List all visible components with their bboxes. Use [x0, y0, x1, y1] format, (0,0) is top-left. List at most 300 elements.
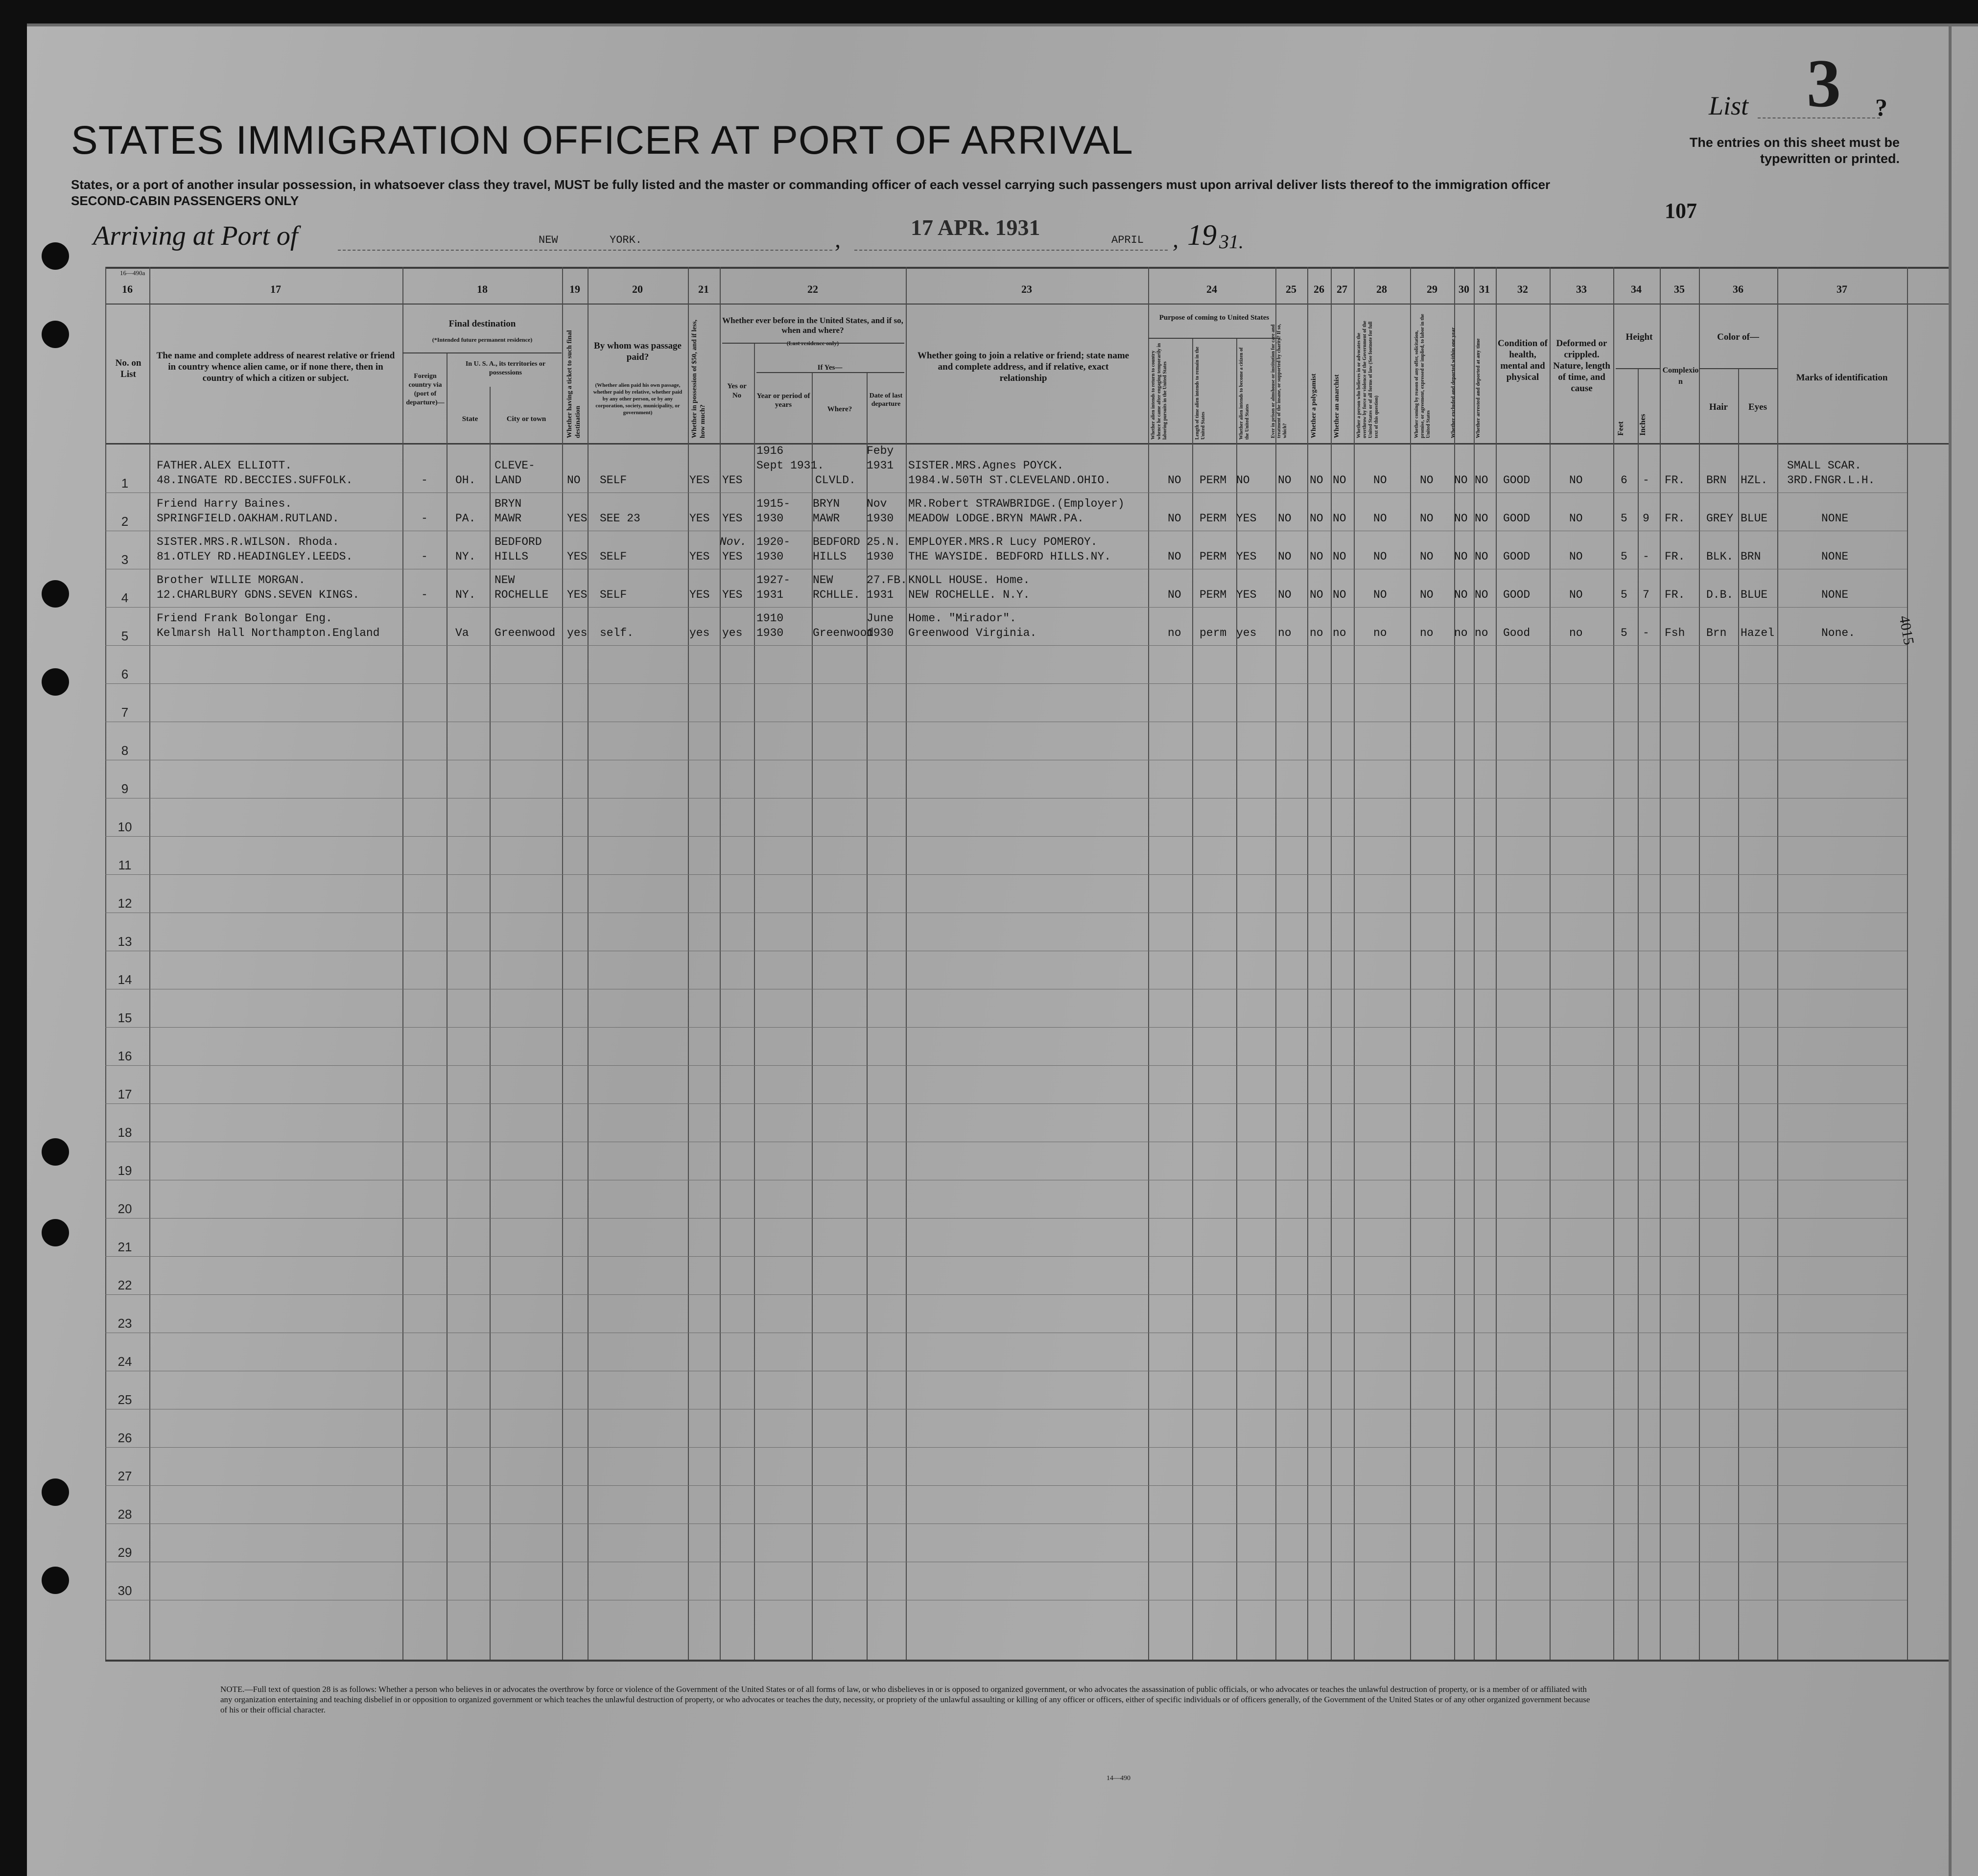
height-feet: 6 [1621, 474, 1627, 487]
anarchist-value: NO [1333, 550, 1346, 563]
header-height: Height [1625, 332, 1653, 342]
hair-value: Brn [1706, 627, 1727, 639]
height-feet: 5 [1621, 550, 1627, 563]
where-value: HILLS [813, 550, 847, 563]
where-value: NEW [813, 574, 833, 586]
join-name: EMPLOYER.MRS.R Lucy POMEROY. [908, 536, 1098, 548]
header-anarchist: Whether an anarchist [1333, 374, 1341, 438]
class-line: SECOND-CABIN PASSENGERS ONLY [71, 193, 299, 208]
complexion-value: FR. [1665, 550, 1685, 563]
where-value: RCHLLE. [813, 588, 860, 601]
header-ticket: Whether having a ticket to such final destination [566, 330, 582, 438]
height-inches: - [1643, 474, 1649, 487]
column-number: 27 [1337, 283, 1347, 295]
last-departure: 1931 [867, 459, 894, 472]
row-number: 29 [118, 1545, 132, 1560]
row-number: 1 [121, 476, 129, 491]
eyes-value: BLUE [1741, 588, 1768, 601]
row-number: 22 [118, 1278, 132, 1292]
year-prefix: 19 [1187, 219, 1217, 251]
port-name-1: NEW [539, 234, 558, 246]
excluded-value: NO [1454, 550, 1468, 563]
hair-value: BLK. [1706, 550, 1734, 563]
column-number: 22 [807, 283, 818, 295]
column-rule [402, 267, 403, 1660]
column-rule [1192, 338, 1193, 1660]
row-number: 26 [118, 1430, 132, 1445]
excluded-value: NO [1454, 474, 1468, 487]
form-number-bottom: 14—490 [1107, 1775, 1130, 1782]
dest-city: NEW [494, 574, 515, 586]
eyes-value: BLUE [1741, 512, 1768, 525]
citizen-intent: YES [1236, 550, 1257, 563]
ticket-value: YES [567, 512, 588, 525]
column-rule [867, 372, 868, 1660]
column-number: 32 [1517, 283, 1528, 295]
header-polygamist: Whether a polygamist [1310, 374, 1318, 438]
row-number: 9 [121, 781, 129, 796]
ticket-value: yes [567, 627, 588, 639]
polygamist-value: NO [1310, 588, 1323, 601]
header-feet: Feet [1617, 421, 1625, 436]
last-departure: 27.FB. [867, 574, 907, 586]
polygamist-value: no [1310, 627, 1323, 639]
dest-city: LAND [494, 474, 522, 487]
years-period: 1931 [756, 588, 784, 601]
form-title: STATES IMMIGRATION OFFICER AT PORT OF ARRIVAL [71, 118, 1133, 163]
row-rule [105, 1103, 1907, 1104]
header-complexion: Complexion [1662, 366, 1699, 386]
overthrow-value: NO [1373, 588, 1387, 601]
column-number: 28 [1376, 283, 1387, 295]
row-rule [105, 1218, 1907, 1219]
health-value: GOOD [1503, 474, 1531, 487]
row-number: 21 [118, 1240, 132, 1254]
return-intent: NO [1168, 474, 1181, 487]
punch-hole [42, 1219, 69, 1246]
ticket-value: YES [567, 588, 588, 601]
list-label: List [1709, 91, 1749, 120]
join-address: Greenwood Virginia. [908, 627, 1037, 639]
dest-city: Greenwood [494, 627, 556, 639]
where-value: CLVLD. [815, 474, 856, 487]
footnote: NOTE.—Full text of question 28 is as follows: Whether a person who believes in or advocates the overthrow by force or violence of the Government of the United States or of all forms of law, or who disbelieves in or is opposed to organized government, or who advocates the assassination of public officials, or who advocates or teaches the unlawful destruction of property, or is a member of or affiliated with any organization entertaining and teaching disbelief in or opposition to organized government or which teaches the unlawful destruction of property, or who advocates or teaches the duty, necessity, or propriety of the unlawful assaulting or killing of any officer or officers, either of specific individuals or of officers generally, of the Government of the United States or of any other organized government because of his or their official character. [220, 1685, 1590, 1714]
column-rule [1613, 267, 1614, 1660]
column-number: 30 [1459, 283, 1469, 295]
typewritten-instruction: The entries on this sheet must be typewritten or printed. [1689, 135, 1900, 166]
health-value: Good [1503, 627, 1531, 639]
column-rule [1148, 267, 1149, 1660]
marks-value: NONE [1821, 550, 1849, 563]
date-line [854, 250, 1168, 251]
row-rule [105, 1294, 1907, 1295]
header-hair: Hair [1709, 402, 1728, 412]
complexion-value: Fsh [1665, 627, 1685, 639]
offer-value: no [1420, 627, 1434, 639]
page-number: 107 [1665, 199, 1697, 223]
row-number: 30 [118, 1583, 132, 1598]
row-number: 5 [121, 629, 129, 643]
hair-value: BRN [1706, 474, 1727, 487]
join-address: 1984.W.50TH ST.CLEVELAND.OHIO. [908, 474, 1111, 487]
column-rule [1660, 267, 1661, 1660]
header-health: Condition of health, mental and physical [1498, 338, 1548, 382]
header-final-destination: Final destination [448, 319, 516, 329]
deformed-value: NO [1569, 588, 1583, 601]
offer-value: NO [1420, 588, 1434, 601]
column-number: 35 [1674, 283, 1685, 295]
eyes-value: BRN [1741, 550, 1761, 563]
row-number: 6 [121, 667, 129, 681]
length-stay: PERM [1200, 512, 1227, 525]
excluded-value: no [1454, 627, 1468, 639]
row-number: 3 [121, 552, 129, 567]
row-rule [105, 1065, 1907, 1066]
list-line [1758, 117, 1880, 118]
years-period: 1915- [756, 497, 791, 510]
marks-value: 3RD.FNGR.L.H. [1787, 474, 1875, 487]
prison-value: NO [1278, 474, 1292, 487]
money-value: yes [689, 627, 710, 639]
passage-paid: SELF [600, 474, 627, 487]
last-departure: 1930 [867, 550, 894, 563]
list-number: 3 [1807, 46, 1841, 121]
column-rule [1496, 267, 1497, 1660]
punch-hole [42, 580, 69, 608]
header-citizen-intent: Whether alien intends to become a citizen of the United States [1239, 347, 1250, 440]
length-stay: PERM [1200, 550, 1227, 563]
sheet-right-edge [1949, 23, 1952, 1876]
last-departure: Feby [867, 445, 894, 457]
dest-state: Va [455, 627, 469, 639]
header-marks: Marks of identification [1796, 373, 1888, 383]
foreign-port: - [421, 474, 428, 487]
height-inches: 7 [1643, 588, 1649, 601]
manifest-sheet [27, 23, 1978, 1876]
ever-before: yes [722, 627, 743, 639]
header-yes-no: Yes or No [727, 382, 747, 399]
column-rule [1354, 267, 1355, 1660]
table-top-rule [105, 267, 1949, 269]
complexion-value: FR. [1665, 512, 1685, 525]
years-period: 1910 [756, 612, 784, 625]
column-rule [1410, 267, 1411, 1660]
header-color-of: Color of— [1717, 332, 1759, 342]
dest-city: BRYN [494, 497, 522, 510]
dest-city: CLEVE- [494, 459, 535, 472]
prison-value: NO [1278, 512, 1292, 525]
last-departure: 1930 [867, 512, 894, 525]
citizen-intent: NO [1236, 474, 1250, 487]
length-stay: PERM [1200, 474, 1227, 487]
ever-before: YES [722, 588, 743, 601]
row-number: 11 [118, 858, 132, 872]
years-period: 1927- [756, 574, 791, 586]
month: APRIL [1111, 234, 1144, 246]
dest-city: BEDFORD [494, 536, 542, 548]
complexion-value: FR. [1665, 474, 1685, 487]
column-number: 16 [122, 283, 133, 295]
passage-paid: SELF [600, 550, 627, 563]
header-eyes: Eyes [1748, 402, 1767, 412]
column-rule [1638, 368, 1639, 1660]
foreign-port: - [421, 550, 428, 563]
health-value: GOOD [1503, 550, 1531, 563]
row-number: 14 [118, 972, 132, 987]
column-number: 21 [698, 283, 709, 295]
column-number: 24 [1206, 283, 1217, 295]
years-period: 1930 [756, 627, 784, 639]
deformed-value: NO [1569, 512, 1583, 525]
header-city: City or town [506, 415, 546, 423]
complexion-value: FR. [1665, 588, 1685, 601]
last-departure: 1930 [867, 627, 894, 639]
last-departure: 25.N. [867, 536, 901, 548]
where-value: BEDFORD [813, 536, 860, 548]
list-tick: ? [1875, 94, 1887, 121]
dest-state: PA. [455, 512, 476, 525]
eyes-value: Hazel [1741, 627, 1775, 639]
overthrow-value: NO [1373, 550, 1387, 563]
header-relative: The name and complete address of nearest relative or friend in country whence alien came, or if none there, then in country of which a citizen or subject. [156, 351, 395, 383]
offer-value: NO [1420, 550, 1434, 563]
row-number: 20 [118, 1201, 132, 1216]
join-address: MEADOW LODGE.BRYN MAWR.PA. [908, 512, 1084, 525]
column-number: 31 [1479, 283, 1490, 295]
ticket-value: YES [567, 550, 588, 563]
sub-rule [1616, 368, 1660, 369]
header-excluded: Whether excluded and deported within one year [1450, 327, 1456, 438]
relative-address: 81.OTLEY RD.HEADINGLEY.LEEDS. [157, 550, 353, 563]
marks-value: None. [1821, 627, 1856, 639]
header-final-destination-note: (*Intended future permanent residence) [432, 336, 533, 343]
row-rule [105, 874, 1907, 875]
row-number: 18 [118, 1125, 132, 1140]
punch-hole [42, 668, 69, 696]
height-inches: 9 [1643, 512, 1649, 525]
header-going-to-join: Whether going to join a relative or friend; state name and complete address, and if relative, exact relationship [917, 351, 1130, 383]
height-feet: 5 [1621, 627, 1627, 639]
length-stay: PERM [1200, 588, 1227, 601]
offer-value: NO [1420, 512, 1434, 525]
column-rule [490, 387, 491, 1660]
marks-value: SMALL SCAR. [1787, 459, 1861, 472]
column-number: 17 [270, 283, 281, 295]
passage-paid: SELF [600, 588, 627, 601]
join-name: Home. "Mirador". [908, 612, 1016, 625]
arrested-value: NO [1475, 512, 1488, 525]
excluded-value: NO [1454, 512, 1468, 525]
column-rule [1907, 267, 1908, 1660]
header-no-on-list: No. on List [115, 358, 141, 379]
dest-city: MAWR [494, 512, 522, 525]
row-rule [105, 683, 1907, 684]
column-rule [812, 372, 813, 1660]
relative-name: Brother WILLIE MORGAN. [157, 574, 306, 586]
header-foreign-country: Foreign country via (port of departure)— [406, 373, 445, 406]
header-deformed: Deformed or crippled. Nature, length of time, and cause [1553, 338, 1610, 394]
overthrow-value: no [1373, 627, 1387, 639]
comma: , [835, 227, 841, 253]
row-number: 10 [118, 820, 132, 834]
row-number: 4 [121, 590, 129, 605]
marks-value: NONE [1821, 512, 1849, 525]
arrested-value: NO [1475, 588, 1488, 601]
port-name-2: YORK. [610, 234, 642, 246]
overthrow-value: NO [1373, 474, 1387, 487]
foreign-port: - [421, 588, 428, 601]
last-departure: Nov [867, 497, 887, 510]
hair-value: D.B. [1706, 588, 1734, 601]
ever-before: YES [722, 512, 743, 525]
sheet-top-edge [27, 23, 1978, 26]
punch-hole [42, 242, 69, 270]
column-rule [1777, 267, 1778, 1660]
deformed-value: NO [1569, 474, 1583, 487]
where-value: BRYN [813, 497, 840, 510]
column-number: 20 [632, 283, 643, 295]
margin-note: 4015 [1896, 614, 1917, 646]
money-value: YES [689, 550, 710, 563]
last-departure: June [867, 612, 894, 625]
return-intent: NO [1168, 512, 1181, 525]
sub-rule [722, 343, 904, 344]
anarchist-value: NO [1333, 474, 1346, 487]
form-subtitle: States, or a port of another insular possession, in whatsoever class they travel, MUST be fully listed and the master or commanding officer of each vessel carrying such passengers must upon arrival deliver lists thereof to the immigration officer [71, 177, 1551, 192]
height-feet: 5 [1621, 512, 1627, 525]
money-value: YES [689, 474, 710, 487]
row-number: 19 [118, 1163, 132, 1178]
header-passage-paid: By whom was passage paid? [594, 341, 682, 362]
row-number: 23 [118, 1316, 132, 1331]
column-number: 19 [569, 283, 580, 295]
return-intent: NO [1168, 550, 1181, 563]
prison-value: NO [1278, 588, 1292, 601]
arrested-value: NO [1475, 474, 1488, 487]
sub-rule [756, 372, 904, 373]
column-rule [105, 267, 106, 1660]
header-purpose: Purpose of coming to United States [1159, 314, 1270, 322]
ticket-value: NO [567, 474, 581, 487]
column-rule [588, 267, 589, 1660]
height-inches: - [1643, 627, 1649, 639]
length-stay: perm [1200, 627, 1227, 639]
money-value: YES [689, 512, 710, 525]
last-departure: 1931 [867, 588, 894, 601]
row-number: 17 [118, 1087, 132, 1102]
row-rule [105, 1256, 1907, 1257]
passage-paid: SEE 23 [600, 512, 640, 525]
column-rule [754, 343, 755, 1660]
row-rule [105, 1485, 1907, 1486]
marks-value: NONE [1821, 588, 1849, 601]
table-bottom-rule [105, 1660, 1949, 1662]
join-name: SISTER.MRS.Agnes POYCK. [908, 459, 1064, 472]
colnum-rule [105, 304, 1949, 305]
years-period: 1930 [756, 550, 784, 563]
dest-state: NY. [455, 550, 476, 563]
prison-value: no [1278, 627, 1292, 639]
join-name: MR.Robert STRAWBRIDGE.(Employer) [908, 497, 1125, 510]
column-number: 36 [1733, 283, 1743, 295]
column-number: 33 [1576, 283, 1587, 295]
height-inches: - [1643, 550, 1649, 563]
ever-before: YES [722, 550, 743, 563]
arrested-value: no [1475, 627, 1488, 639]
arrested-value: NO [1475, 550, 1488, 563]
dest-city: HILLS [494, 550, 529, 563]
column-rule [1275, 267, 1276, 1660]
relative-name: SISTER.MRS.R.WILSON. Rhoda. [157, 536, 339, 548]
arriving-label: Arriving at Port of [93, 221, 298, 251]
row-rule [105, 1027, 1907, 1028]
money-value: YES [689, 588, 710, 601]
health-value: GOOD [1503, 512, 1531, 525]
ever-before: YES [722, 474, 743, 487]
anarchist-value: NO [1333, 588, 1346, 601]
header-bottom-rule [105, 443, 1949, 445]
punch-hole [42, 1138, 69, 1166]
deformed-value: no [1569, 627, 1583, 639]
relative-name: Friend Frank Bolongar Eng. [157, 612, 332, 625]
anarchist-value: no [1333, 627, 1346, 639]
excluded-value: NO [1454, 588, 1468, 601]
join-address: NEW ROCHELLE. N.Y. [908, 588, 1030, 601]
row-number: 13 [118, 934, 132, 949]
where-value: MAWR [813, 512, 840, 525]
relative-address: 48.INGATE RD.BECCIES.SUFFOLK. [157, 474, 353, 487]
header-fifty-dollars: Whether in possession of $50, and if less, how much? [691, 319, 706, 438]
before-note: Nov. [720, 536, 747, 548]
foreign-port: - [421, 512, 428, 525]
column-number: 26 [1314, 283, 1324, 295]
dest-city: ROCHELLE [494, 588, 549, 601]
punch-hole [42, 321, 69, 348]
header-ever-before: Whether ever before in the United States, and if so, when and where? [722, 316, 903, 335]
anarchist-value: NO [1333, 512, 1346, 525]
column-rule [1699, 267, 1700, 1660]
return-intent: no [1168, 627, 1181, 639]
height-feet: 5 [1621, 588, 1627, 601]
header-state: State [462, 415, 478, 423]
years-period: 1920- [756, 536, 791, 548]
punch-hole [42, 1478, 69, 1506]
citizen-intent: YES [1236, 588, 1257, 601]
column-number: 18 [477, 283, 488, 295]
citizen-intent: yes [1236, 627, 1257, 639]
column-rule [1550, 267, 1551, 1660]
header-in-usa: In U. S. A., its territories or possessions [465, 360, 546, 376]
hair-value: GREY [1706, 512, 1734, 525]
header-prison: Ever in prison or almshouse or institution for care and treatment of the insane, or supported by charity? If so, which? [1271, 324, 1288, 438]
relative-address: 12.CHARLBURY GDNS.SEVEN KINGS. [157, 588, 360, 601]
header-years: Year or period of years [756, 392, 810, 409]
header-inches: Inches [1639, 414, 1647, 436]
column-rule [906, 267, 907, 1660]
citizen-intent: YES [1236, 512, 1257, 525]
column-rule [149, 267, 150, 1660]
relative-address: SPRINGFIELD.OAKHAM.RUTLAND. [157, 512, 339, 525]
relative-address: Kelmarsh Hall Northampton.England [157, 627, 380, 639]
row-number: 12 [118, 896, 132, 911]
polygamist-value: NO [1310, 512, 1323, 525]
header-if-yes: If Yes— [817, 364, 843, 372]
header-arrested: Whether arrested and deported at any time [1475, 338, 1481, 438]
dest-state: NY. [455, 588, 476, 601]
row-rule [105, 607, 1907, 608]
column-number: 29 [1427, 283, 1437, 295]
header-overthrow: Whether a person who believes in or advocates the overthrow by force or violence of the Government of the United States or of all forms of law (See footnote for full text of this question) [1356, 321, 1379, 438]
